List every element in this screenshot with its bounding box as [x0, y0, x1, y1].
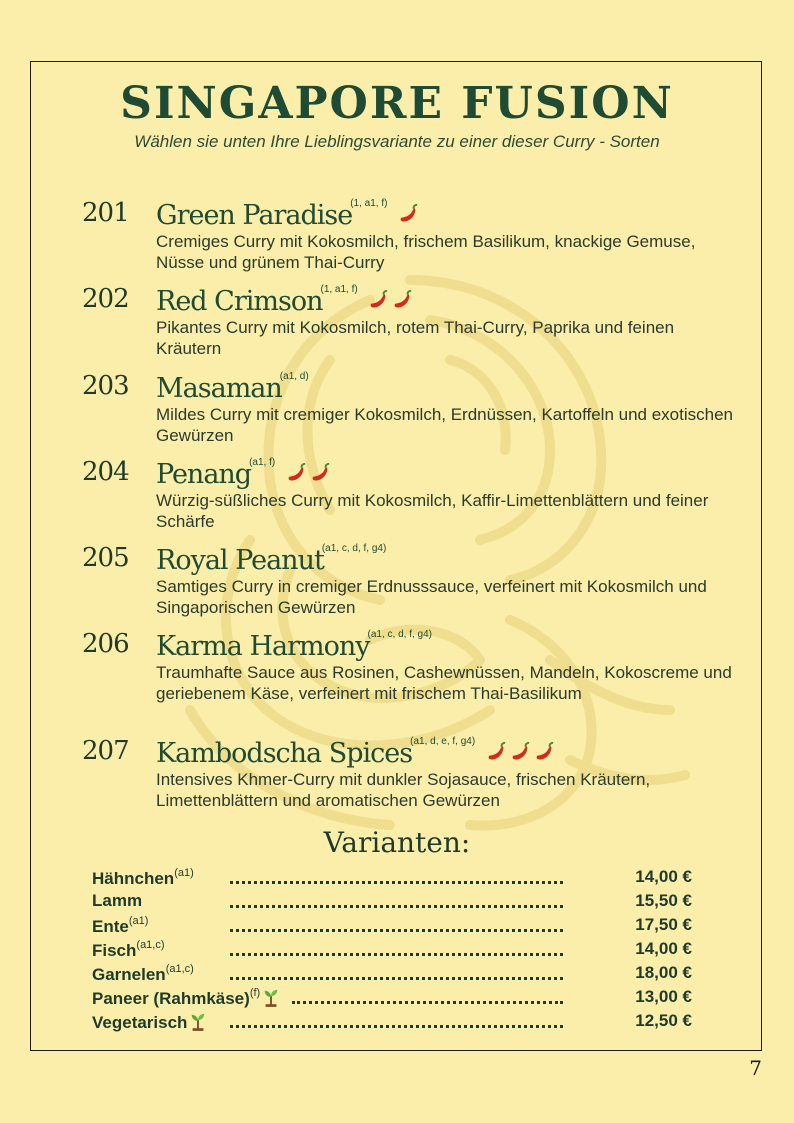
sprout-icon — [189, 1011, 207, 1031]
page-subtitle: Wählen sie unten Ihre Lieblingsvariante zu einer dieser Curry - Sorten — [134, 132, 660, 151]
variant-price: 14,00 € — [635, 939, 692, 958]
variant-name: Vegetarisch — [92, 1013, 188, 1032]
item-number: 206 — [82, 629, 129, 659]
item-description: Intensives Khmer-Curry mit dunkler Sojasauce, frischen Kräutern, Limettenblättern und aromatischen Gewürzen — [156, 770, 651, 810]
item-name-line — [156, 457, 331, 490]
chili-pepper-icon — [285, 462, 307, 484]
item-name: Masaman — [156, 373, 282, 404]
item-name-line — [156, 284, 413, 317]
item-name-line — [156, 736, 555, 769]
dot-leader — [230, 881, 563, 884]
item-allergens: (a1, d) — [279, 371, 309, 382]
variant-allergens: (a1) — [174, 867, 194, 879]
variant-row — [92, 891, 692, 915]
item-name: Green Paradise — [156, 200, 353, 231]
item-name-line — [156, 371, 309, 404]
variant-price: 14,00 € — [635, 867, 692, 886]
item-number: 202 — [82, 284, 129, 314]
variant-row — [92, 987, 692, 1011]
item-number: 205 — [82, 543, 129, 573]
sprout-icon — [262, 987, 280, 1007]
variant-row — [92, 939, 692, 963]
page-title: SINGAPORE FUSION — [120, 78, 674, 129]
item-description: Würzig-süßliches Curry mit Kokosmilch, Kaffir-Limettenblättern und feiner Schärfe — [156, 491, 709, 531]
variant-name: Fisch — [92, 941, 137, 960]
chili-pepper-icon — [533, 741, 555, 763]
variant-name: Garnelen — [92, 965, 166, 984]
item-description: Samtiges Curry in cremiger Erdnusssauce, verfeinert mit Kokosmilch und Singaporischen Gewürzen — [156, 577, 707, 617]
dot-leader — [230, 905, 563, 908]
dot-leader — [230, 953, 563, 956]
item-allergens: (1, a1, f) — [320, 284, 358, 295]
variant-allergens: (a1,c) — [136, 939, 165, 951]
variant-allergens: (f) — [249, 987, 261, 999]
chili-pepper-icon — [509, 741, 531, 763]
variant-row — [92, 867, 692, 891]
item-name: Penang — [156, 459, 252, 490]
variant-allergens: (a1) — [128, 915, 149, 927]
variant-name: Lamm — [92, 891, 143, 910]
variant-price: 12,50 € — [635, 1011, 692, 1030]
item-number: 207 — [82, 736, 129, 766]
item-description: Pikantes Curry mit Kokosmilch, rotem Thai-Curry, Paprika und feinen Kräutern — [156, 318, 675, 358]
item-description: Traumhafte Sauce aus Rosinen, Cashewnüssen, Mandeln, Kokoscreme und geriebenem Käse, verfeinert mit frischem Thai-Basilikum — [156, 663, 732, 703]
item-description: Mildes Curry mit cremiger Kokosmilch, Erdnüssen, Kartoffeln und exotischen Gewürzen — [156, 405, 733, 445]
variant-price: 18,00 € — [635, 963, 692, 982]
chili-pepper-icon — [367, 289, 389, 311]
variant-name: Paneer (Rahmkäse) — [92, 989, 250, 1008]
item-name: Karma Harmony — [156, 631, 370, 662]
variant-row — [92, 915, 692, 939]
item-number: 203 — [82, 371, 129, 401]
dot-leader — [230, 929, 563, 932]
variant-price: 15,50 € — [635, 891, 692, 910]
item-number: 204 — [82, 457, 129, 487]
item-name-line — [156, 629, 432, 662]
variant-name-line — [92, 963, 194, 985]
dot-leader — [230, 977, 563, 980]
item-name: Royal Peanut — [156, 545, 324, 576]
variant-name-line — [92, 987, 280, 1009]
item-allergens: (a1, c, d, f, g4) — [321, 543, 387, 554]
item-name: Kambodscha Spices — [156, 738, 413, 769]
item-name: Red Crimson — [156, 286, 323, 317]
item-name-line — [156, 543, 386, 576]
item-name-line — [156, 198, 419, 231]
item-number: 201 — [82, 198, 129, 228]
variant-row — [92, 963, 692, 987]
variants-heading: Varianten: — [323, 826, 471, 859]
item-allergens: (a1, c, d, f, g4) — [367, 629, 432, 640]
item-allergens: (1, a1, f) — [350, 198, 388, 209]
item-allergens: (a1, f) — [249, 457, 276, 468]
variant-name-line — [92, 1011, 207, 1033]
item-allergens: (a1, d, e, f, g4) — [410, 736, 476, 747]
variant-name: Ente — [92, 917, 129, 936]
chili-pepper-icon — [397, 203, 419, 225]
variant-price: 13,00 € — [635, 987, 692, 1006]
variant-name-line — [92, 867, 194, 889]
chili-pepper-icon — [485, 741, 507, 763]
variant-row — [92, 1011, 692, 1035]
dot-leader — [230, 1025, 563, 1028]
variant-name-line — [92, 891, 142, 911]
dot-leader — [292, 1001, 563, 1004]
variant-name: Hähnchen — [92, 869, 175, 888]
variant-price: 17,50 € — [635, 915, 692, 934]
variant-name-line — [92, 939, 165, 961]
variant-allergens: (a1,c) — [165, 963, 194, 975]
variant-name-line — [92, 915, 148, 937]
chili-pepper-icon — [309, 462, 331, 484]
chili-pepper-icon — [391, 289, 413, 311]
page-number: 7 — [749, 1056, 762, 1080]
item-description: Cremiges Curry mit Kokosmilch, frischem Basilikum, knackige Gemuse, Nüsse und grünem Thai-Curry — [156, 232, 696, 272]
